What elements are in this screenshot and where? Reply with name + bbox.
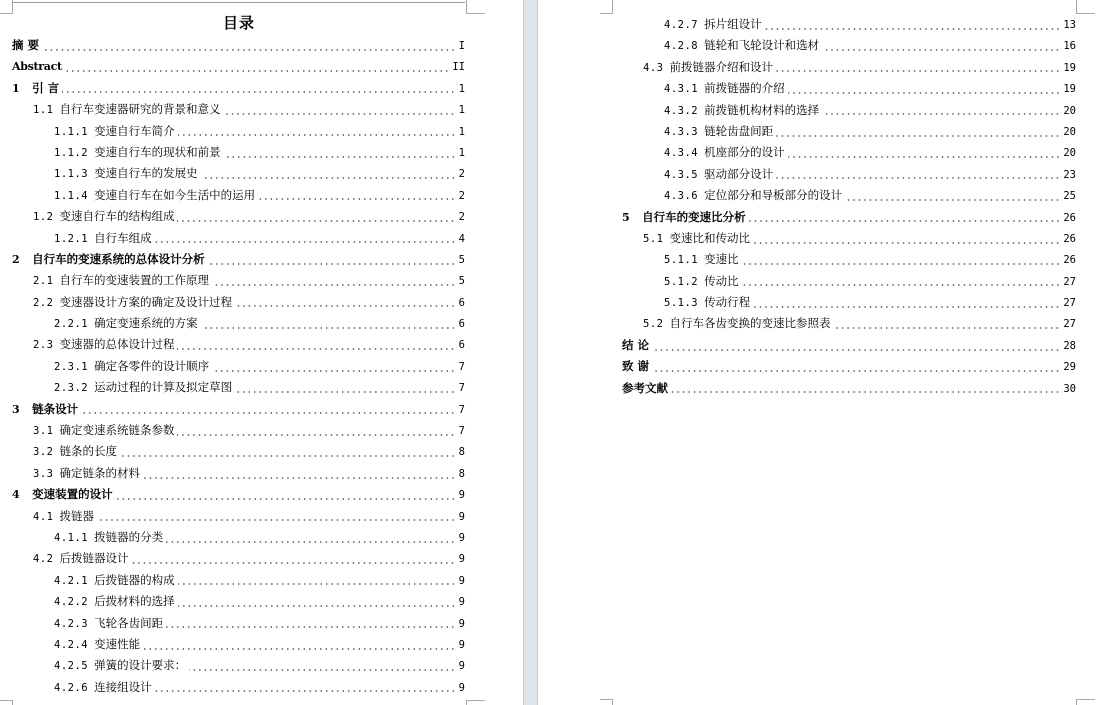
toc-entry-page-number: 7 (458, 360, 465, 373)
toc-entry-number: 4 (12, 488, 21, 502)
toc-entry[interactable] (12, 99, 465, 120)
toc-dot-leader (671, 391, 1060, 393)
toc-dot-leader (742, 284, 1061, 286)
toc-entry[interactable] (12, 292, 465, 313)
toc-entry-page-number: 26 (1063, 211, 1076, 224)
toc-dot-leader (155, 241, 456, 243)
toc-dot-leader (97, 519, 456, 521)
toc-entry-title: 结 论 (622, 337, 650, 352)
toc-entry-number: 3.2 (33, 446, 54, 459)
toc-entry-title: 自行车的变速比分析 (642, 209, 746, 224)
toc-entry[interactable] (12, 463, 465, 484)
toc-entry[interactable] (12, 206, 465, 227)
toc-dot-leader (177, 348, 455, 350)
toc-entry-title: 变速自行车简介 (94, 123, 175, 138)
toc-entry-number: 4.2.8 (664, 40, 699, 53)
toc-dot-leader (177, 220, 455, 222)
toc-entry[interactable] (622, 249, 1076, 270)
toc-dot-leader (212, 284, 456, 286)
toc-entry-page-number: 6 (458, 296, 465, 309)
toc-entry-title: 确定链条的材料 (59, 465, 140, 480)
toc-dot-leader (116, 498, 456, 500)
toc-dot-leader (223, 113, 455, 115)
toc-entry-title: 确定各零件的设计顺序 (94, 358, 210, 373)
toc-entry-title: 传动行程 (704, 295, 751, 310)
toc-entry[interactable] (12, 506, 465, 527)
toc-entry-number: 1.1.1 (54, 125, 89, 138)
toc-entry-number: 4.1 (33, 510, 54, 523)
toc-entry[interactable] (12, 249, 465, 270)
toc-entry-title: 运动过程的计算及拟定草图 (94, 380, 233, 395)
toc-dot-leader (765, 28, 1061, 30)
toc-entry-title: 变速器的总体设计过程 (59, 337, 175, 352)
toc-entry-title: 传动比 (704, 273, 739, 288)
toc-dot-leader (178, 583, 456, 585)
toc-entry-number: 4.3.1 (664, 83, 699, 96)
toc-entry-number: 4.2.4 (54, 638, 89, 651)
toc-entry[interactable] (12, 121, 465, 142)
crop-mark-top-left-right-page (600, 0, 613, 14)
toc-dot-leader (776, 70, 1060, 72)
page-top-edge-line (12, 2, 465, 3)
toc-entry-title: 自行车变速器研究的背景和意义 (59, 102, 221, 117)
toc-entry-page-number: 7 (458, 403, 465, 416)
toc-entry[interactable] (12, 399, 465, 420)
toc-entry-title: 变速自行车的现状和前景 (94, 144, 221, 159)
toc-entry[interactable] (12, 613, 465, 634)
toc-entry-title: 链轮齿盘间距 (704, 123, 774, 138)
toc-dot-leader (652, 370, 1060, 372)
toc-entry-title: 自行车各齿变换的变速比参照表 (669, 316, 831, 331)
toc-list-left (12, 35, 465, 698)
toc-entry-number: 2.2.1 (54, 318, 89, 331)
toc-dot-leader (845, 199, 1060, 201)
toc-entry[interactable] (12, 334, 465, 355)
toc-entry-title: 引 言 (32, 80, 60, 95)
toc-entry[interactable] (622, 14, 1076, 35)
toc-entry-title: 拨链器的分类 (94, 529, 164, 544)
toc-entry[interactable] (622, 271, 1076, 292)
toc-entry-page-number: 9 (458, 660, 465, 673)
toc-entry-number: 4.2.2 (54, 596, 89, 609)
toc-entry-number: 1.1.2 (54, 146, 89, 159)
toc-dot-leader (822, 49, 1060, 51)
toc-entry-number: 2.2 (33, 296, 54, 309)
toc-dot-leader (143, 477, 456, 479)
toc-entry-title: 拨链器 (59, 508, 94, 523)
toc-entry-number: 2.3.2 (54, 382, 89, 395)
toc-entry[interactable] (622, 356, 1076, 377)
toc-dot-leader (178, 134, 456, 136)
toc-entry-title: 驱动部分设计 (704, 166, 774, 181)
toc-entry-title: 摘 要 (12, 38, 40, 52)
toc-entry-page-number: 5 (458, 275, 465, 288)
toc-dot-leader (178, 605, 456, 607)
toc-entry-title: 参考文献 (622, 380, 668, 395)
toc-entry-number: 5.1 (643, 232, 664, 245)
crop-mark-bottom-right-right-page (1076, 699, 1095, 705)
toc-dot-leader (753, 306, 1060, 308)
toc-entry-number: 1.1.4 (54, 189, 89, 202)
toc-entry[interactable] (12, 570, 465, 591)
toc-entry-page-number: 7 (458, 382, 465, 395)
toc-entry[interactable] (622, 164, 1076, 185)
toc-entry-page-number: 9 (458, 681, 465, 694)
toc-dot-leader (749, 220, 1061, 222)
toc-dot-leader (42, 49, 456, 51)
toc-entry-title: Abstract (12, 60, 62, 74)
toc-entry-number: 3 (12, 402, 21, 416)
toc-entry-number: 5.1.1 (664, 254, 699, 267)
toc-entry-page-number: 1 (458, 146, 465, 159)
toc-dot-leader (788, 92, 1061, 94)
toc-entry-page-number: 27 (1063, 297, 1076, 310)
toc-entry[interactable] (12, 441, 465, 462)
toc-dot-leader (742, 263, 1061, 265)
toc-entry-number: 4.3.5 (664, 168, 699, 181)
toc-entry-number: 4.2.6 (54, 681, 89, 694)
toc-dot-leader (81, 412, 456, 414)
toc-entry-page-number: 20 (1063, 147, 1076, 160)
toc-entry-number: 4.2.3 (54, 617, 89, 630)
toc-entry-number: 2.3 (33, 339, 54, 352)
toc-entry-number: 4.2.5 (54, 660, 89, 673)
toc-entry-page-number: 20 (1063, 125, 1076, 138)
toc-entry[interactable] (12, 270, 465, 291)
toc-entry-title: 后拨材料的选择 (94, 594, 175, 609)
toc-dot-leader (235, 305, 456, 307)
toc-entry-number: 5.1.3 (664, 297, 699, 310)
toc-entry[interactable] (12, 377, 465, 398)
toc-entry-page-number: 26 (1063, 232, 1076, 245)
toc-entry[interactable] (622, 78, 1076, 99)
toc-entry-page-number: 1 (458, 125, 465, 138)
toc-entry-page-number: II (452, 61, 465, 74)
toc-entry-page-number: 28 (1063, 339, 1076, 352)
toc-entry-title: 机座部分的设计 (704, 145, 785, 160)
toc-entry-page-number: 2 (458, 189, 465, 202)
toc-entry[interactable] (12, 142, 465, 163)
toc-entry-page-number: 19 (1063, 83, 1076, 96)
toc-entry[interactable] (12, 35, 465, 56)
toc-dot-leader (189, 669, 456, 671)
toc-entry-page-number: 6 (458, 318, 465, 331)
toc-entry-number: 2.3.1 (54, 360, 89, 373)
toc-entry-title: 后拨链器设计 (59, 551, 129, 566)
crop-mark-top-right-right-page (1076, 0, 1095, 14)
toc-entry[interactable] (12, 484, 465, 505)
toc-entry-number: 4.2 (33, 553, 54, 566)
toc-entry[interactable] (12, 655, 465, 676)
toc-entry[interactable] (12, 163, 465, 184)
toc-entry-number: 1 (12, 81, 21, 95)
toc-entry-number: 4.3 (643, 61, 664, 74)
toc-entry-title: 变速器设计方案的确定及设计过程 (59, 294, 232, 309)
toc-entry-title: 确定变速系统链条参数 (59, 423, 175, 438)
toc-entry-page-number: 27 (1063, 318, 1076, 331)
toc-entry[interactable] (12, 313, 465, 334)
toc-dot-leader (258, 198, 456, 200)
toc-entry-page-number: 8 (458, 446, 465, 459)
toc-entry-page-number: 2 (458, 211, 465, 224)
toc-dot-leader (212, 370, 456, 372)
toc-entry-page-number: 6 (458, 339, 465, 352)
toc-entry-title: 变速装置的设计 (32, 487, 113, 502)
toc-entry-number: 2 (12, 252, 21, 266)
toc-entry-page-number: 30 (1063, 382, 1076, 395)
toc-entry[interactable] (622, 100, 1076, 121)
toc-entry-page-number: 9 (458, 489, 465, 502)
toc-entry-title: 自行车组成 (94, 230, 152, 245)
toc-entry-page-number: 13 (1063, 19, 1076, 31)
toc-entry-title: 致 谢 (622, 359, 650, 374)
toc-entry[interactable] (622, 57, 1076, 78)
toc-list-right (622, 14, 1076, 399)
toc-entry[interactable] (12, 527, 465, 548)
toc-entry-number: 2.1 (33, 275, 54, 288)
toc-entry-title: 拆片组设计 (704, 17, 762, 31)
toc-entry-page-number: 9 (458, 553, 465, 566)
toc-dot-leader (776, 177, 1060, 179)
toc-entry[interactable] (12, 356, 465, 377)
toc-entry-number: 5 (622, 210, 631, 224)
toc-entry-page-number: 26 (1063, 254, 1076, 267)
toc-entry[interactable] (12, 56, 465, 77)
toc-entry-title: 确定变速系统的方案 (94, 316, 198, 331)
toc-entry[interactable] (12, 591, 465, 612)
page-left (0, 0, 523, 705)
toc-dot-leader (833, 327, 1060, 329)
toc-entry[interactable] (12, 677, 465, 698)
toc-entry-page-number: 9 (458, 531, 465, 544)
toc-dot-leader (224, 156, 456, 158)
toc-entry-title: 变速自行车在如今生活中的运用 (94, 187, 256, 202)
toc-entry-number: 4.3.3 (664, 125, 699, 138)
toc-entry-number: 5.2 (643, 318, 664, 331)
toc-dot-leader (776, 135, 1060, 137)
crop-mark-bottom-left (0, 700, 13, 705)
toc-entry-title: 链条的长度 (59, 444, 117, 459)
toc-entry[interactable] (622, 378, 1076, 399)
toc-entry-page-number: 9 (458, 617, 465, 630)
toc-dot-leader (201, 327, 456, 329)
toc-entry-page-number: I (458, 40, 465, 52)
toc-entry-title: 变速比和传动比 (669, 230, 750, 245)
toc-entry-title: 变速比 (704, 252, 739, 267)
crop-mark-bottom-left-right-page (600, 699, 613, 705)
toc-dot-leader (177, 434, 455, 436)
toc-title: 目录 (222, 14, 255, 32)
toc-entry[interactable] (12, 185, 465, 206)
toc-entry-page-number: 9 (458, 574, 465, 587)
toc-entry[interactable] (12, 548, 465, 569)
toc-entry-number: 1.1 (33, 104, 54, 117)
toc-entry-page-number: 29 (1063, 361, 1076, 374)
toc-entry-number: 4.3.4 (664, 147, 699, 160)
toc-entry-title: 自行车的变速系统的总体设计分析 (32, 251, 205, 266)
toc-entry-title: 连接组设计 (94, 679, 152, 694)
toc-entry-number: 4.3.6 (664, 190, 699, 203)
toc-entry-title: 定位部分和导板部分的设计 (704, 188, 843, 203)
toc-dot-leader (65, 70, 450, 72)
toc-dot-leader (235, 391, 456, 393)
toc-entry[interactable] (622, 35, 1076, 56)
toc-entry[interactable] (12, 228, 465, 249)
toc-entry-title: 链轮和飞轮设计和选材 (704, 38, 820, 53)
toc-entry-number: 4.2.7 (664, 19, 699, 31)
crop-mark-bottom-right (466, 700, 485, 705)
toc-entry-title: 飞轮各齿间距 (94, 615, 164, 630)
toc-entry-page-number: 27 (1063, 275, 1076, 288)
toc-entry-page-number: 4 (458, 232, 465, 245)
toc-dot-leader (143, 648, 456, 650)
crop-mark-top-right (466, 0, 485, 14)
toc-entry-number: 3.3 (33, 467, 54, 480)
toc-dot-leader (822, 113, 1060, 115)
toc-entry-page-number: 19 (1063, 61, 1076, 74)
toc-entry-title: 前拨链机构材料的选择 (704, 102, 820, 117)
toc-dot-leader (131, 562, 455, 564)
toc-entry[interactable] (12, 420, 465, 441)
toc-entry-title: 变速自行车的发展史 (94, 166, 198, 181)
toc-entry-title: 自行车的变速装置的工作原理 (59, 273, 209, 288)
toc-entry-title: 链条设计 (32, 401, 79, 416)
toc-entry[interactable] (622, 228, 1076, 249)
toc-entry-number: 5.1.2 (664, 275, 699, 288)
toc-entry-title: 变速性能 (94, 636, 141, 651)
toc-entry-page-number: 5 (458, 253, 465, 266)
toc-entry-page-number: 16 (1063, 40, 1076, 53)
toc-entry-number: 4.1.1 (54, 531, 89, 544)
toc-entry-title: 前拨链器介绍和设计 (669, 59, 773, 74)
toc-entry-title: 后拨链器的构成 (94, 572, 175, 587)
toc-entry-number: 3.1 (33, 425, 54, 438)
toc-dot-leader (208, 263, 456, 265)
toc-entry-number: 4.2.1 (54, 574, 89, 587)
toc-entry[interactable] (622, 185, 1076, 206)
toc-entry[interactable] (622, 121, 1076, 142)
toc-dot-leader (166, 541, 456, 543)
toc-entry-page-number: 8 (458, 467, 465, 480)
toc-entry-page-number: 23 (1063, 168, 1076, 181)
toc-entry-page-number: 1 (458, 82, 465, 95)
toc-dot-leader (788, 156, 1061, 158)
toc-entry-number: 1.2 (33, 211, 54, 224)
toc-dot-leader (166, 626, 456, 628)
toc-entry[interactable] (12, 78, 465, 99)
page-gap (523, 0, 538, 705)
toc-dot-leader (753, 242, 1060, 244)
toc-dot-leader (62, 91, 456, 93)
toc-entry-number: 1.2.1 (54, 232, 89, 245)
toc-entry[interactable] (622, 292, 1076, 313)
toc-dot-leader (652, 349, 1060, 351)
toc-entry-page-number: 9 (458, 510, 465, 523)
toc-entry[interactable] (12, 634, 465, 655)
toc-entry-title: 弹簧的设计要求： (94, 658, 187, 673)
toc-entry-page-number: 7 (458, 425, 465, 438)
toc-entry-page-number: 20 (1063, 104, 1076, 117)
toc-entry[interactable] (622, 207, 1076, 228)
toc-entry-page-number: 25 (1063, 190, 1076, 203)
toc-dot-leader (201, 177, 456, 179)
toc-entry-page-number: 9 (458, 596, 465, 609)
toc-dot-leader (155, 690, 456, 692)
toc-entry-page-number: 9 (458, 638, 465, 651)
toc-entry[interactable] (622, 335, 1076, 356)
toc-entry-title: 前拨链器的介绍 (704, 81, 785, 96)
toc-dot-leader (120, 455, 456, 457)
toc-entry[interactable] (622, 142, 1076, 163)
toc-entry[interactable] (622, 313, 1076, 334)
toc-entry-number: 1.1.3 (54, 168, 89, 181)
toc-entry-title: 变速自行车的结构组成 (59, 209, 175, 224)
toc-entry-number: 4.3.2 (664, 104, 699, 117)
toc-entry-page-number: 2 (458, 168, 465, 181)
toc-entry-page-number: 1 (458, 104, 465, 117)
